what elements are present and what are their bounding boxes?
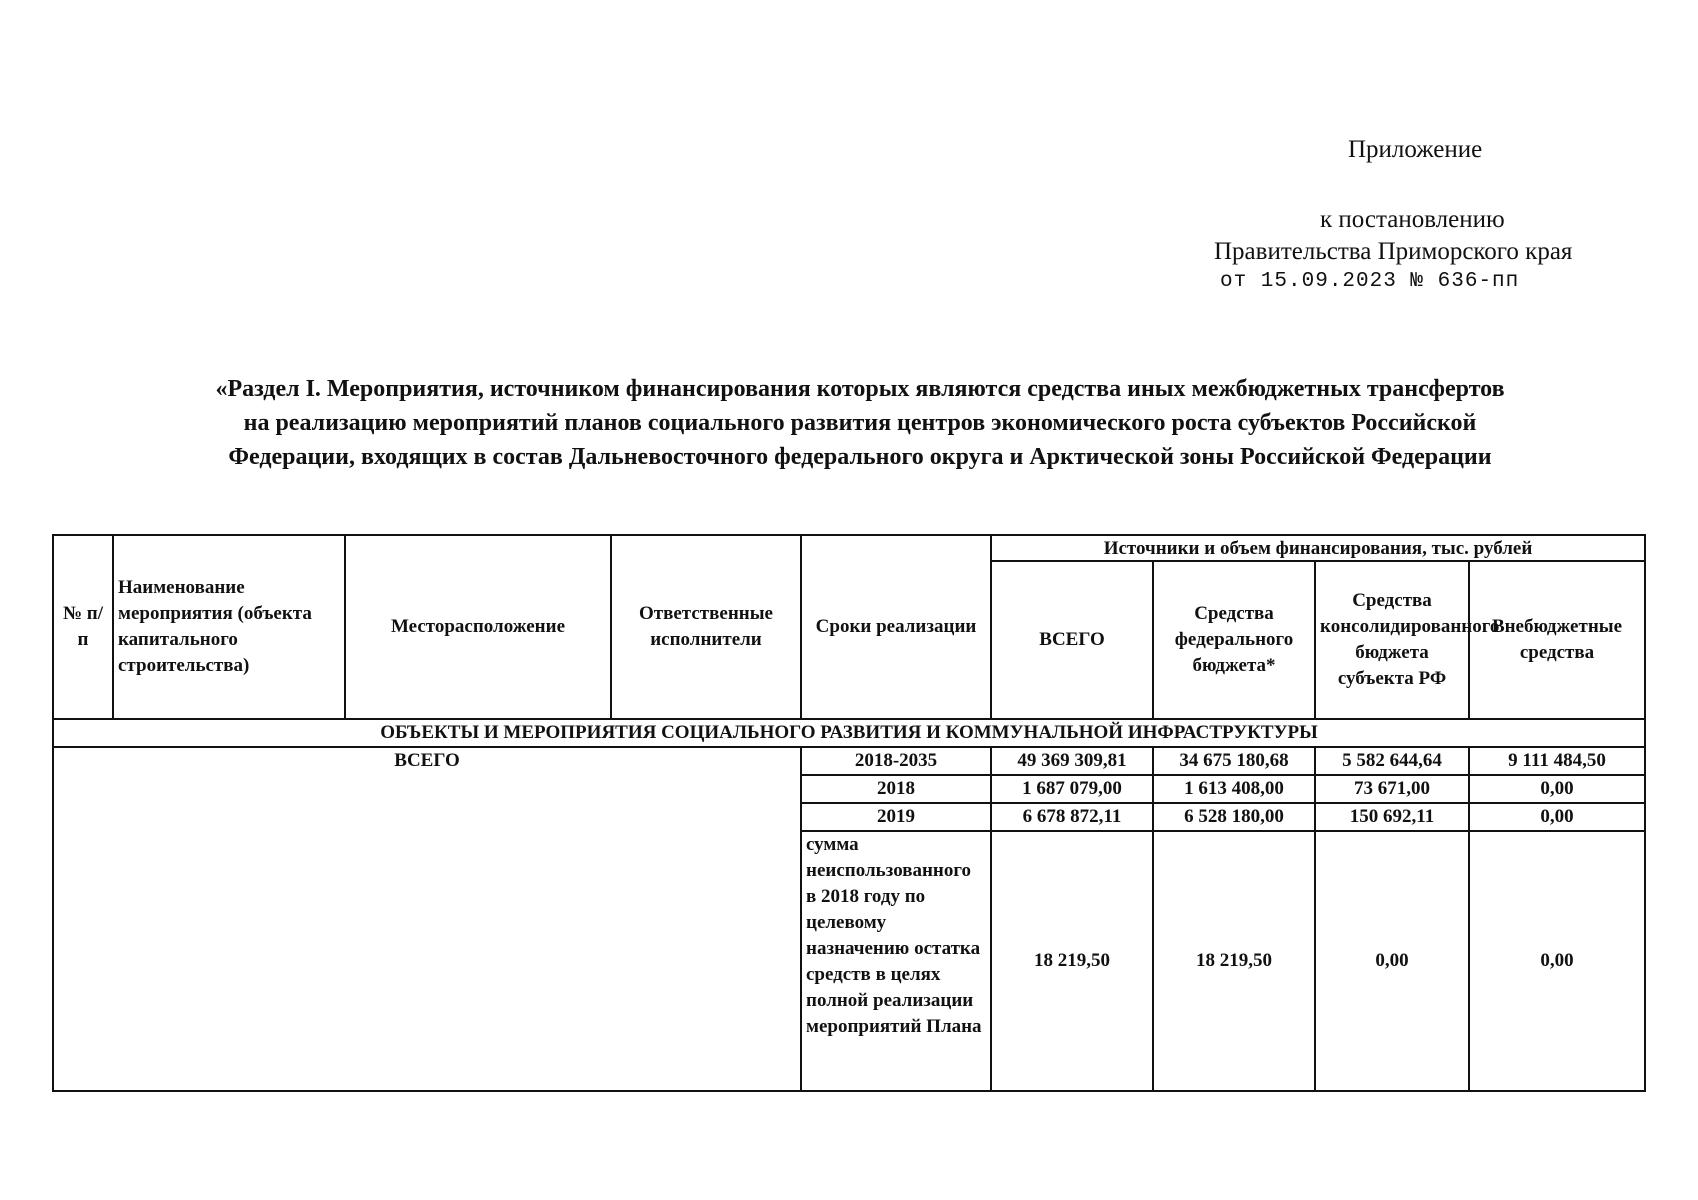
total-cell: 18 219,50	[991, 831, 1153, 1091]
extra-cell: 0,00	[1469, 831, 1645, 1091]
extra-cell: 0,00	[1469, 803, 1645, 831]
header-regional-budget: Средства консолидированного бюджета субъекта РФ	[1315, 561, 1469, 719]
header-number: № п/п	[53, 535, 113, 719]
period-cell: 2019	[801, 803, 991, 831]
header-terms: Сроки реализации	[801, 535, 991, 719]
appendix-title: Приложение	[1348, 136, 1483, 163]
header-federal-budget: Средства федерального бюджета*	[1153, 561, 1315, 719]
period-cell: 2018-2035	[801, 747, 991, 775]
regional-cell: 73 671,00	[1315, 775, 1469, 803]
extra-cell: 0,00	[1469, 775, 1645, 803]
regional-cell: 0,00	[1315, 831, 1469, 1091]
period-cell: 2018	[801, 775, 991, 803]
header-location: Месторасположение	[345, 535, 611, 719]
section-title-line: на реализацию мероприятий планов социального развития центров экономического роста субъектов Российской	[243, 410, 1477, 436]
header-total: ВСЕГО	[991, 561, 1153, 719]
header-measure-name: Наименование мероприятия (объекта капитального строительства)	[113, 535, 345, 719]
total-cell: 49 369 309,81	[991, 747, 1153, 775]
financing-table	[52, 534, 1646, 1092]
table-row	[53, 747, 1645, 775]
total-cell: 1 687 079,00	[991, 775, 1153, 803]
government-name: Правительства Приморского края	[1214, 238, 1573, 265]
header-funding-sources: Источники и объем финансирования, тыс. рублей	[991, 535, 1645, 561]
section-title-line: Федерации, входящих в состав Дальневосточного федерального округа и Арктической зоны Российской Федерации	[228, 444, 1492, 470]
regional-cell: 150 692,11	[1315, 803, 1469, 831]
period-note-cell: сумма неиспользованного в 2018 году по целевому назначению остатка средств в целях полной реализации мероприятий Плана	[801, 831, 991, 1091]
section-heading-row: ОБЪЕКТЫ И МЕРОПРИЯТИЯ СОЦИАЛЬНОГО РАЗВИТИЯ И КОММУНАЛЬНОЙ ИНФРАСТРУКТУРЫ	[53, 719, 1645, 747]
total-cell: 6 678 872,11	[991, 803, 1153, 831]
federal-cell: 1 613 408,00	[1153, 775, 1315, 803]
extra-cell: 9 111 484,50	[1469, 747, 1645, 775]
section-title-line: «Раздел I. Мероприятия, источником финансирования которых являются средства иных межбюджетных трансфертов	[215, 376, 1505, 402]
resolution-reference: к постановлению	[1320, 206, 1505, 233]
section-title	[60, 372, 1660, 474]
federal-cell: 6 528 180,00	[1153, 803, 1315, 831]
regional-cell: 5 582 644,64	[1315, 747, 1469, 775]
header-extrabudgetary: Внебюджетные средства	[1469, 561, 1645, 719]
federal-cell: 34 675 180,68	[1153, 747, 1315, 775]
federal-cell: 18 219,50	[1153, 831, 1315, 1091]
total-label: ВСЕГО	[53, 747, 801, 1091]
header-responsible: Ответственные исполнители	[611, 535, 801, 719]
resolution-date-number: от 15.09.2023 № 636-пп	[1220, 270, 1520, 293]
